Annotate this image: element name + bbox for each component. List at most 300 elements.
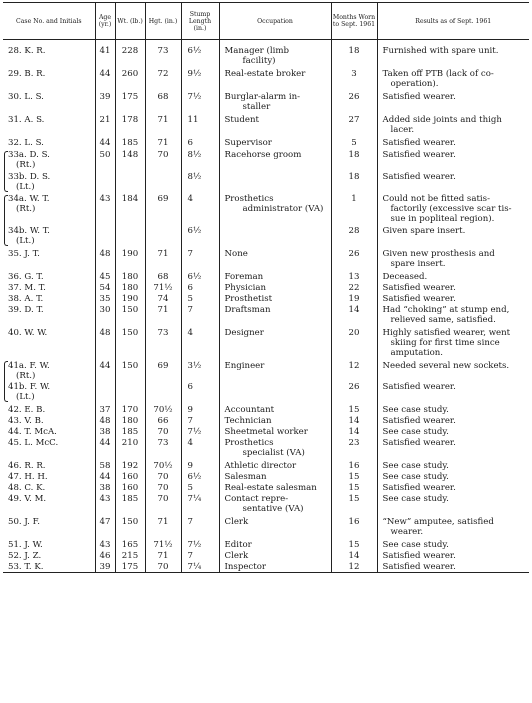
age-cell: 38 [95, 426, 115, 437]
occupation-line: Engineer [224, 361, 265, 371]
case-cell [3, 437, 95, 458]
age-cell: 54 [95, 282, 115, 293]
occupation-cell [219, 426, 331, 437]
occupation-cell [219, 135, 331, 148]
months-worn-cell: 14 [331, 415, 377, 426]
case-id: 41b. F. W. [8, 382, 51, 392]
table-row [3, 381, 529, 402]
table-row [3, 224, 529, 246]
case-cell [3, 112, 95, 135]
stump-length-cell: 6 [181, 282, 219, 293]
months-worn-cell: 14 [331, 550, 377, 561]
results-cell [377, 40, 529, 67]
stump-length-cell: 7¼ [181, 493, 219, 514]
stump-length-cell: 7 [181, 514, 219, 537]
months-worn-cell: 18 [331, 170, 377, 192]
header-age: Age (yr.) [95, 3, 115, 40]
age-cell: 44 [95, 135, 115, 148]
case-id: 50. J. F. [8, 517, 40, 527]
age-cell: 38 [95, 482, 115, 493]
results-line: Deceased. [382, 272, 428, 282]
case-id: 34a. W. T. [8, 194, 50, 204]
occupation-line: Prosthetist [224, 294, 273, 304]
table-row [3, 66, 529, 89]
occupation-line: Prosthetics [224, 438, 274, 448]
results-cell [377, 304, 529, 325]
case-side: (Rt.) [16, 160, 36, 170]
height-cell: 70 [145, 471, 181, 482]
case-cell [3, 458, 95, 471]
results-line: Given spare insert. [382, 226, 466, 236]
results-line: Satisfied wearer. [382, 416, 456, 426]
months-worn-cell: 15 [331, 537, 377, 550]
occupation-line: Draftsman [224, 305, 271, 315]
header-occupation: Occupation [219, 3, 331, 40]
occupation-cell [219, 537, 331, 550]
height-cell: 73 [145, 325, 181, 358]
weight-cell: 160 [115, 482, 145, 493]
case-cell [3, 550, 95, 561]
results-line: Satisfied wearer. [382, 283, 456, 293]
stump-length-cell: 7¼ [181, 561, 219, 573]
case-id: 41a. F. W. [8, 361, 50, 371]
results-cell [377, 148, 529, 170]
results-line: Highly satisfied wearer, went [382, 328, 511, 338]
weight-cell: 150 [115, 325, 145, 358]
months-worn-cell: 15 [331, 493, 377, 514]
weight-cell: 192 [115, 458, 145, 471]
stump-length-cell: 9 [181, 458, 219, 471]
case-id: 49. V. M. [8, 494, 47, 504]
results-cell [377, 493, 529, 514]
results-line: Satisfied wearer. [382, 483, 456, 493]
results-line: wearer. [390, 527, 424, 537]
results-cell [377, 112, 529, 135]
age-cell: 48 [95, 325, 115, 358]
height-cell: 70½ [145, 458, 181, 471]
table-row [3, 437, 529, 458]
case-cell [3, 493, 95, 514]
results-line: relieved same, satisfied. [390, 315, 496, 325]
age-cell: 41 [95, 40, 115, 67]
occupation-line: Technician [224, 416, 272, 426]
occupation-line: Manager (limb [224, 46, 290, 56]
results-cell [377, 381, 529, 402]
age-cell: 45 [95, 269, 115, 282]
occupation-cell [219, 293, 331, 304]
occupation-line: staller [242, 102, 271, 112]
weight-cell: 150 [115, 514, 145, 537]
age-cell: 39 [95, 89, 115, 112]
height-cell: 70 [145, 561, 181, 573]
stump-length-cell: 7½ [181, 89, 219, 112]
table-row [3, 148, 529, 170]
occupation-cell [219, 402, 331, 415]
case-cell [3, 471, 95, 482]
case-cell [3, 246, 95, 269]
case-cell [3, 192, 95, 224]
weight-cell: 215 [115, 550, 145, 561]
results-line: sue in popliteal region). [390, 214, 495, 224]
case-cell [3, 89, 95, 112]
height-cell: 68 [145, 269, 181, 282]
weight-cell: 228 [115, 40, 145, 67]
occupation-line: Physician [224, 283, 267, 293]
height-cell: 70 [145, 148, 181, 170]
months-worn-cell: 15 [331, 402, 377, 415]
weight-cell: 184 [115, 192, 145, 224]
results-cell [377, 482, 529, 493]
results-cell [377, 293, 529, 304]
occupation-line: sentative (VA) [242, 504, 304, 514]
results-line: Taken off PTB (lack of co- [382, 69, 494, 79]
occupation-cell [219, 170, 331, 192]
case-id: 32. L. S. [8, 138, 44, 148]
header-case: Case No. and Initials [3, 3, 95, 40]
weight-cell: 148 [115, 148, 145, 170]
weight-cell [115, 170, 145, 192]
height-cell: 74 [145, 293, 181, 304]
occupation-cell [219, 493, 331, 514]
case-id: 44. T. McA. [8, 427, 57, 437]
case-id: 31. A. S. [8, 115, 45, 125]
weight-cell: 175 [115, 89, 145, 112]
weight-cell: 170 [115, 402, 145, 415]
case-cell [3, 224, 95, 246]
case-cell [3, 170, 95, 192]
weight-cell: 165 [115, 537, 145, 550]
occupation-line: Clerk [224, 551, 249, 561]
months-worn-cell: 15 [331, 471, 377, 482]
table-row [3, 537, 529, 550]
occupation-line: Athletic director [224, 461, 297, 471]
weight-cell: 180 [115, 282, 145, 293]
results-cell [377, 437, 529, 458]
occupation-line: Real-estate salesman [224, 483, 317, 493]
occupation-cell [219, 40, 331, 67]
occupation-cell [219, 304, 331, 325]
height-cell: 73 [145, 437, 181, 458]
months-worn-cell: 20 [331, 325, 377, 358]
results-cell [377, 224, 529, 246]
age-cell [95, 170, 115, 192]
weight-cell: 260 [115, 66, 145, 89]
results-cell [377, 192, 529, 224]
months-worn-cell: 22 [331, 282, 377, 293]
case-side: (Lt.) [16, 392, 35, 402]
stump-length-cell: 7 [181, 246, 219, 269]
case-cell [3, 66, 95, 89]
height-cell: 71 [145, 112, 181, 135]
stump-length-cell: 7 [181, 415, 219, 426]
case-id: 33b. D. S. [8, 172, 51, 182]
results-line: skiing for first time since [390, 338, 500, 348]
weight-cell: 185 [115, 493, 145, 514]
months-worn-cell: 12 [331, 561, 377, 573]
case-id: 36. G. T. [8, 272, 44, 282]
case-cell [3, 381, 95, 402]
age-cell: 44 [95, 471, 115, 482]
height-cell: 71 [145, 514, 181, 537]
stump-length-cell: 5 [181, 482, 219, 493]
case-id: 46. R. R. [8, 461, 46, 471]
occupation-line: Burglar-alarm in- [224, 92, 301, 102]
weight-cell: 190 [115, 246, 145, 269]
results-line: Satisfied wearer. [382, 172, 456, 182]
stump-length-cell: 6 [181, 381, 219, 402]
height-cell: 71 [145, 550, 181, 561]
occupation-cell [219, 482, 331, 493]
months-worn-cell: 19 [331, 293, 377, 304]
results-line: Could not be fitted satis- [382, 194, 490, 204]
case-side: (Lt.) [16, 182, 35, 192]
case-id: 37. M. T. [8, 283, 46, 293]
occupation-line [225, 226, 329, 236]
height-cell: 69 [145, 358, 181, 381]
results-cell [377, 402, 529, 415]
case-id: 48. C. K. [8, 483, 46, 493]
results-cell [377, 246, 529, 269]
results-cell [377, 415, 529, 426]
age-cell: 44 [95, 66, 115, 89]
occupation-cell [219, 458, 331, 471]
weight-cell: 175 [115, 561, 145, 573]
occupation-line: Clerk [224, 517, 249, 527]
results-cell [377, 325, 529, 358]
age-cell: 44 [95, 358, 115, 381]
results-line: Satisfied wearer. [382, 138, 456, 148]
header-stump-length: Stump Length (in.) [181, 3, 219, 40]
case-id: 40. W. W. [8, 328, 48, 338]
age-cell: 39 [95, 561, 115, 573]
results-line: Satisfied wearer. [382, 294, 456, 304]
case-cell [3, 269, 95, 282]
age-cell: 37 [95, 402, 115, 415]
weight-cell: 150 [115, 358, 145, 381]
height-cell: 71 [145, 246, 181, 269]
results-cell [377, 458, 529, 471]
occupation-line: Inspector [224, 562, 266, 572]
occupation-cell [219, 66, 331, 89]
occupation-line: Editor [224, 540, 252, 550]
stump-length-cell: 4 [181, 325, 219, 358]
months-worn-cell: 26 [331, 89, 377, 112]
months-worn-cell: 26 [331, 381, 377, 402]
results-line: Needed several new sockets. [382, 361, 510, 371]
age-cell: 30 [95, 304, 115, 325]
results-line: See case study. [382, 405, 449, 415]
occupation-line: Real-estate broker [224, 69, 306, 79]
occupation-line: Salesman [224, 472, 267, 482]
table-row [3, 358, 529, 381]
months-worn-cell: 26 [331, 246, 377, 269]
case-id: 29. B. R. [8, 69, 46, 79]
age-cell: 43 [95, 493, 115, 514]
table-row [3, 471, 529, 482]
case-id: 28. K. R. [8, 46, 46, 56]
months-worn-cell: 23 [331, 437, 377, 458]
occupation-line: Prosthetics [224, 194, 274, 204]
amputee-results-table [3, 2, 529, 573]
results-line: Had “choking” at stump end, [382, 305, 510, 315]
case-cell [3, 514, 95, 537]
stump-length-cell: 6½ [181, 40, 219, 67]
weight-cell: 178 [115, 112, 145, 135]
weight-cell [115, 381, 145, 402]
occupation-cell [219, 89, 331, 112]
weight-cell: 180 [115, 415, 145, 426]
occupation-cell [219, 437, 331, 458]
case-cell [3, 293, 95, 304]
results-line: spare insert. [390, 259, 446, 269]
height-cell [145, 224, 181, 246]
height-cell [145, 170, 181, 192]
table-header [3, 3, 529, 40]
stump-length-cell: 6½ [181, 269, 219, 282]
case-id: 51. J. W. [8, 540, 43, 550]
case-cell [3, 135, 95, 148]
case-id: 33a. D. S. [8, 150, 50, 160]
case-id: 38. A. T. [8, 294, 44, 304]
results-line: See case study. [382, 494, 449, 504]
stump-length-cell: 9½ [181, 66, 219, 89]
header-weight: Wt. (lb.) [115, 3, 145, 40]
results-cell [377, 561, 529, 573]
results-line: Furnished with spare unit. [382, 46, 499, 56]
case-cell [3, 282, 95, 293]
stump-length-cell: 8½ [181, 170, 219, 192]
occupation-cell [219, 561, 331, 573]
case-id: 52. J. Z. [8, 551, 42, 561]
stump-length-cell: 4 [181, 437, 219, 458]
results-line: lacer. [390, 125, 415, 135]
stump-length-cell: 6½ [181, 471, 219, 482]
months-worn-cell: 18 [331, 148, 377, 170]
case-id: 35. J. T. [8, 249, 40, 259]
occupation-line: Racehorse groom [224, 150, 302, 160]
occupation-cell [219, 282, 331, 293]
occupation-line [225, 172, 329, 182]
age-cell: 43 [95, 192, 115, 224]
table-row [3, 482, 529, 493]
case-side: (Rt.) [16, 371, 36, 381]
months-worn-cell: 1 [331, 192, 377, 224]
age-cell: 43 [95, 537, 115, 550]
table-body [3, 40, 529, 573]
header-height: Hgt. (in.) [145, 3, 181, 40]
table-row [3, 293, 529, 304]
occupation-line: Contact repre- [224, 494, 289, 504]
months-worn-cell: 28 [331, 224, 377, 246]
results-cell [377, 170, 529, 192]
months-worn-cell: 16 [331, 458, 377, 471]
age-cell: 48 [95, 415, 115, 426]
occupation-cell [219, 246, 331, 269]
age-cell: 47 [95, 514, 115, 537]
results-line: Satisfied wearer. [382, 150, 456, 160]
height-cell: 68 [145, 89, 181, 112]
results-cell [377, 66, 529, 89]
months-worn-cell: 16 [331, 514, 377, 537]
table-row [3, 304, 529, 325]
weight-cell: 150 [115, 304, 145, 325]
case-id: 42. E. B. [8, 405, 46, 415]
results-cell [377, 426, 529, 437]
occupation-line: Student [224, 115, 259, 125]
stump-length-cell: 9 [181, 402, 219, 415]
header-results: Results as of Sept. 1961 [377, 3, 529, 40]
age-cell: 44 [95, 437, 115, 458]
height-cell: 70 [145, 493, 181, 514]
table-row [3, 246, 529, 269]
case-id: 53. T. K. [8, 562, 44, 572]
weight-cell: 160 [115, 471, 145, 482]
results-line: See case study. [382, 540, 449, 550]
results-cell [377, 471, 529, 482]
months-worn-cell: 14 [331, 426, 377, 437]
results-line: Satisfied wearer. [382, 92, 456, 102]
height-cell: 66 [145, 415, 181, 426]
occupation-line: Foreman [224, 272, 264, 282]
table-row [3, 561, 529, 573]
results-cell [377, 358, 529, 381]
results-line: Satisfied wearer. [382, 438, 456, 448]
stump-length-cell: 3½ [181, 358, 219, 381]
occupation-cell [219, 269, 331, 282]
case-cell [3, 426, 95, 437]
table-row [3, 192, 529, 224]
stump-length-cell: 5 [181, 293, 219, 304]
age-cell: 46 [95, 550, 115, 561]
case-cell [3, 482, 95, 493]
table-row [3, 40, 529, 67]
results-line: Added side joints and thigh [382, 115, 502, 125]
results-line: “New” amputee, satisfied [382, 517, 494, 527]
height-cell: 71 [145, 304, 181, 325]
height-cell: 71 [145, 135, 181, 148]
stump-length-cell: 7½ [181, 426, 219, 437]
height-cell [145, 381, 181, 402]
occupation-line: None [224, 249, 248, 259]
results-line: factorily (excessive scar tis- [390, 204, 512, 214]
months-worn-cell: 18 [331, 40, 377, 67]
weight-cell: 185 [115, 135, 145, 148]
table-row [3, 493, 529, 514]
weight-cell: 190 [115, 293, 145, 304]
occupation-cell [219, 514, 331, 537]
case-cell [3, 402, 95, 415]
case-cell [3, 415, 95, 426]
height-cell: 69 [145, 192, 181, 224]
age-cell: 21 [95, 112, 115, 135]
weight-cell: 185 [115, 426, 145, 437]
case-cell [3, 325, 95, 358]
results-line: Satisfied wearer. [382, 551, 456, 561]
occupation-cell [219, 358, 331, 381]
occupation-line: administrator (VA) [242, 204, 324, 214]
case-cell [3, 304, 95, 325]
months-worn-cell: 5 [331, 135, 377, 148]
stump-length-cell: 8½ [181, 148, 219, 170]
case-id: 30. L. S. [8, 92, 44, 102]
stump-length-cell: 7 [181, 550, 219, 561]
results-cell [377, 89, 529, 112]
table-row [3, 269, 529, 282]
occupation-cell [219, 381, 331, 402]
occupation-cell [219, 148, 331, 170]
height-cell: 70 [145, 482, 181, 493]
case-cell [3, 537, 95, 550]
